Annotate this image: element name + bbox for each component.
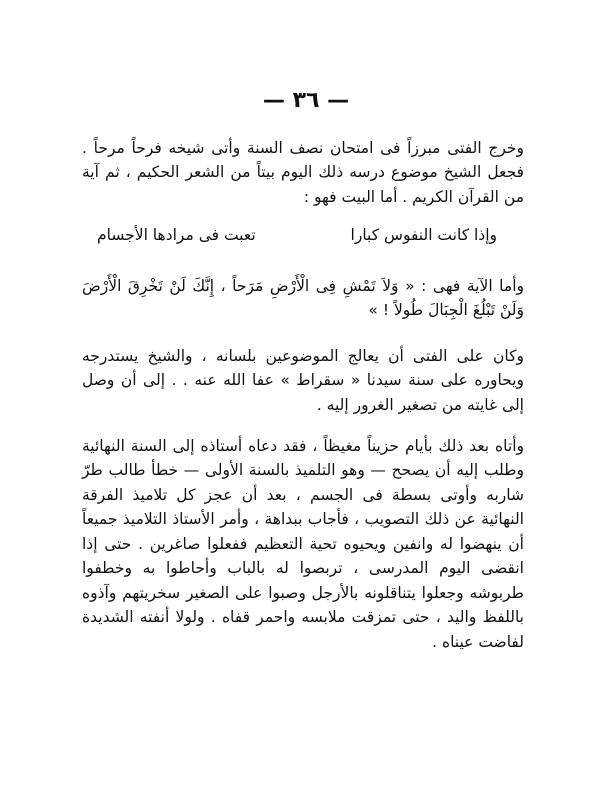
paragraph-intro: وخرج الفتى مبرزاً فى امتحان نصف السنة وأتى شيخه فرحاً مرحاً . فجعل الشيخ موضوع درسه ذلك اليوم بيتاً من الشعر الحكيم ، ثم آية من القرآن الكريم . أما البيت فهو : [82,138,524,206]
paragraph-classroom-incident: وأتاه بعد ذلك بأيام حزيناً مغيظاً ، فقد دعاه أستاذه إلى السنة النهائية وطلب إليه أن يصحح — وهو التلميذ بالسنة الأولى — خطأ طالب طرّ شاربه وأوتى بسطة فى الجسم ، بعد أن عجز كل تلاميذ الفرقة النهائية عن ذلك التصويب ، فأجاب ببداهة ، وأمر الأستاذ التلاميذ جميعاً أن ينهضوا له وانفين ويحيوه تحية التعظيم ففعلوا صاغرين . حتى إذا انقضى اليوم المدرسى ، تربصوا له بالباب وأحاطوا به وخطفوا طربوشه وجعلوا يتناقلونه بالأرجل وصبوا على الصغير سخريتهم وآذوه باللفظ واليد ، حتى تمزقت ملابسه واحمر قفاه . ولولا أنفته الشديدة لفاضت عيناه . [82,436,524,651]
page-number: — ٣٦ — [262,88,350,113]
paragraph-quran-verse: وأما الآية فهى : « وَلاَ تَمْشِ فِى الْأَرْضِ مَرَحاً ، إِنَّكَ لَنْ تَخْرِقَ الْأَرْضَ وَلَنْ تَبْلُغَ الْجِبَالَ طُولاً ! » [82,276,524,319]
verse-first-hemistich: وإذا كانت النفوس كبارا [350,226,497,244]
paragraph-socrates: وكان على الفتى أن يعالج الموضوعين بلسانه ، والشيخ يستدرجه ويحاوره على سنة سيدنا « سقراط » عفا الله عنه . . إلى أن وصل إلى غايته من تصغير الغرور إليه . [82,346,524,414]
verse-second-hemistich: تعبت فى مرادها الأجسام [97,226,256,244]
poetry-verse [97,226,497,244]
